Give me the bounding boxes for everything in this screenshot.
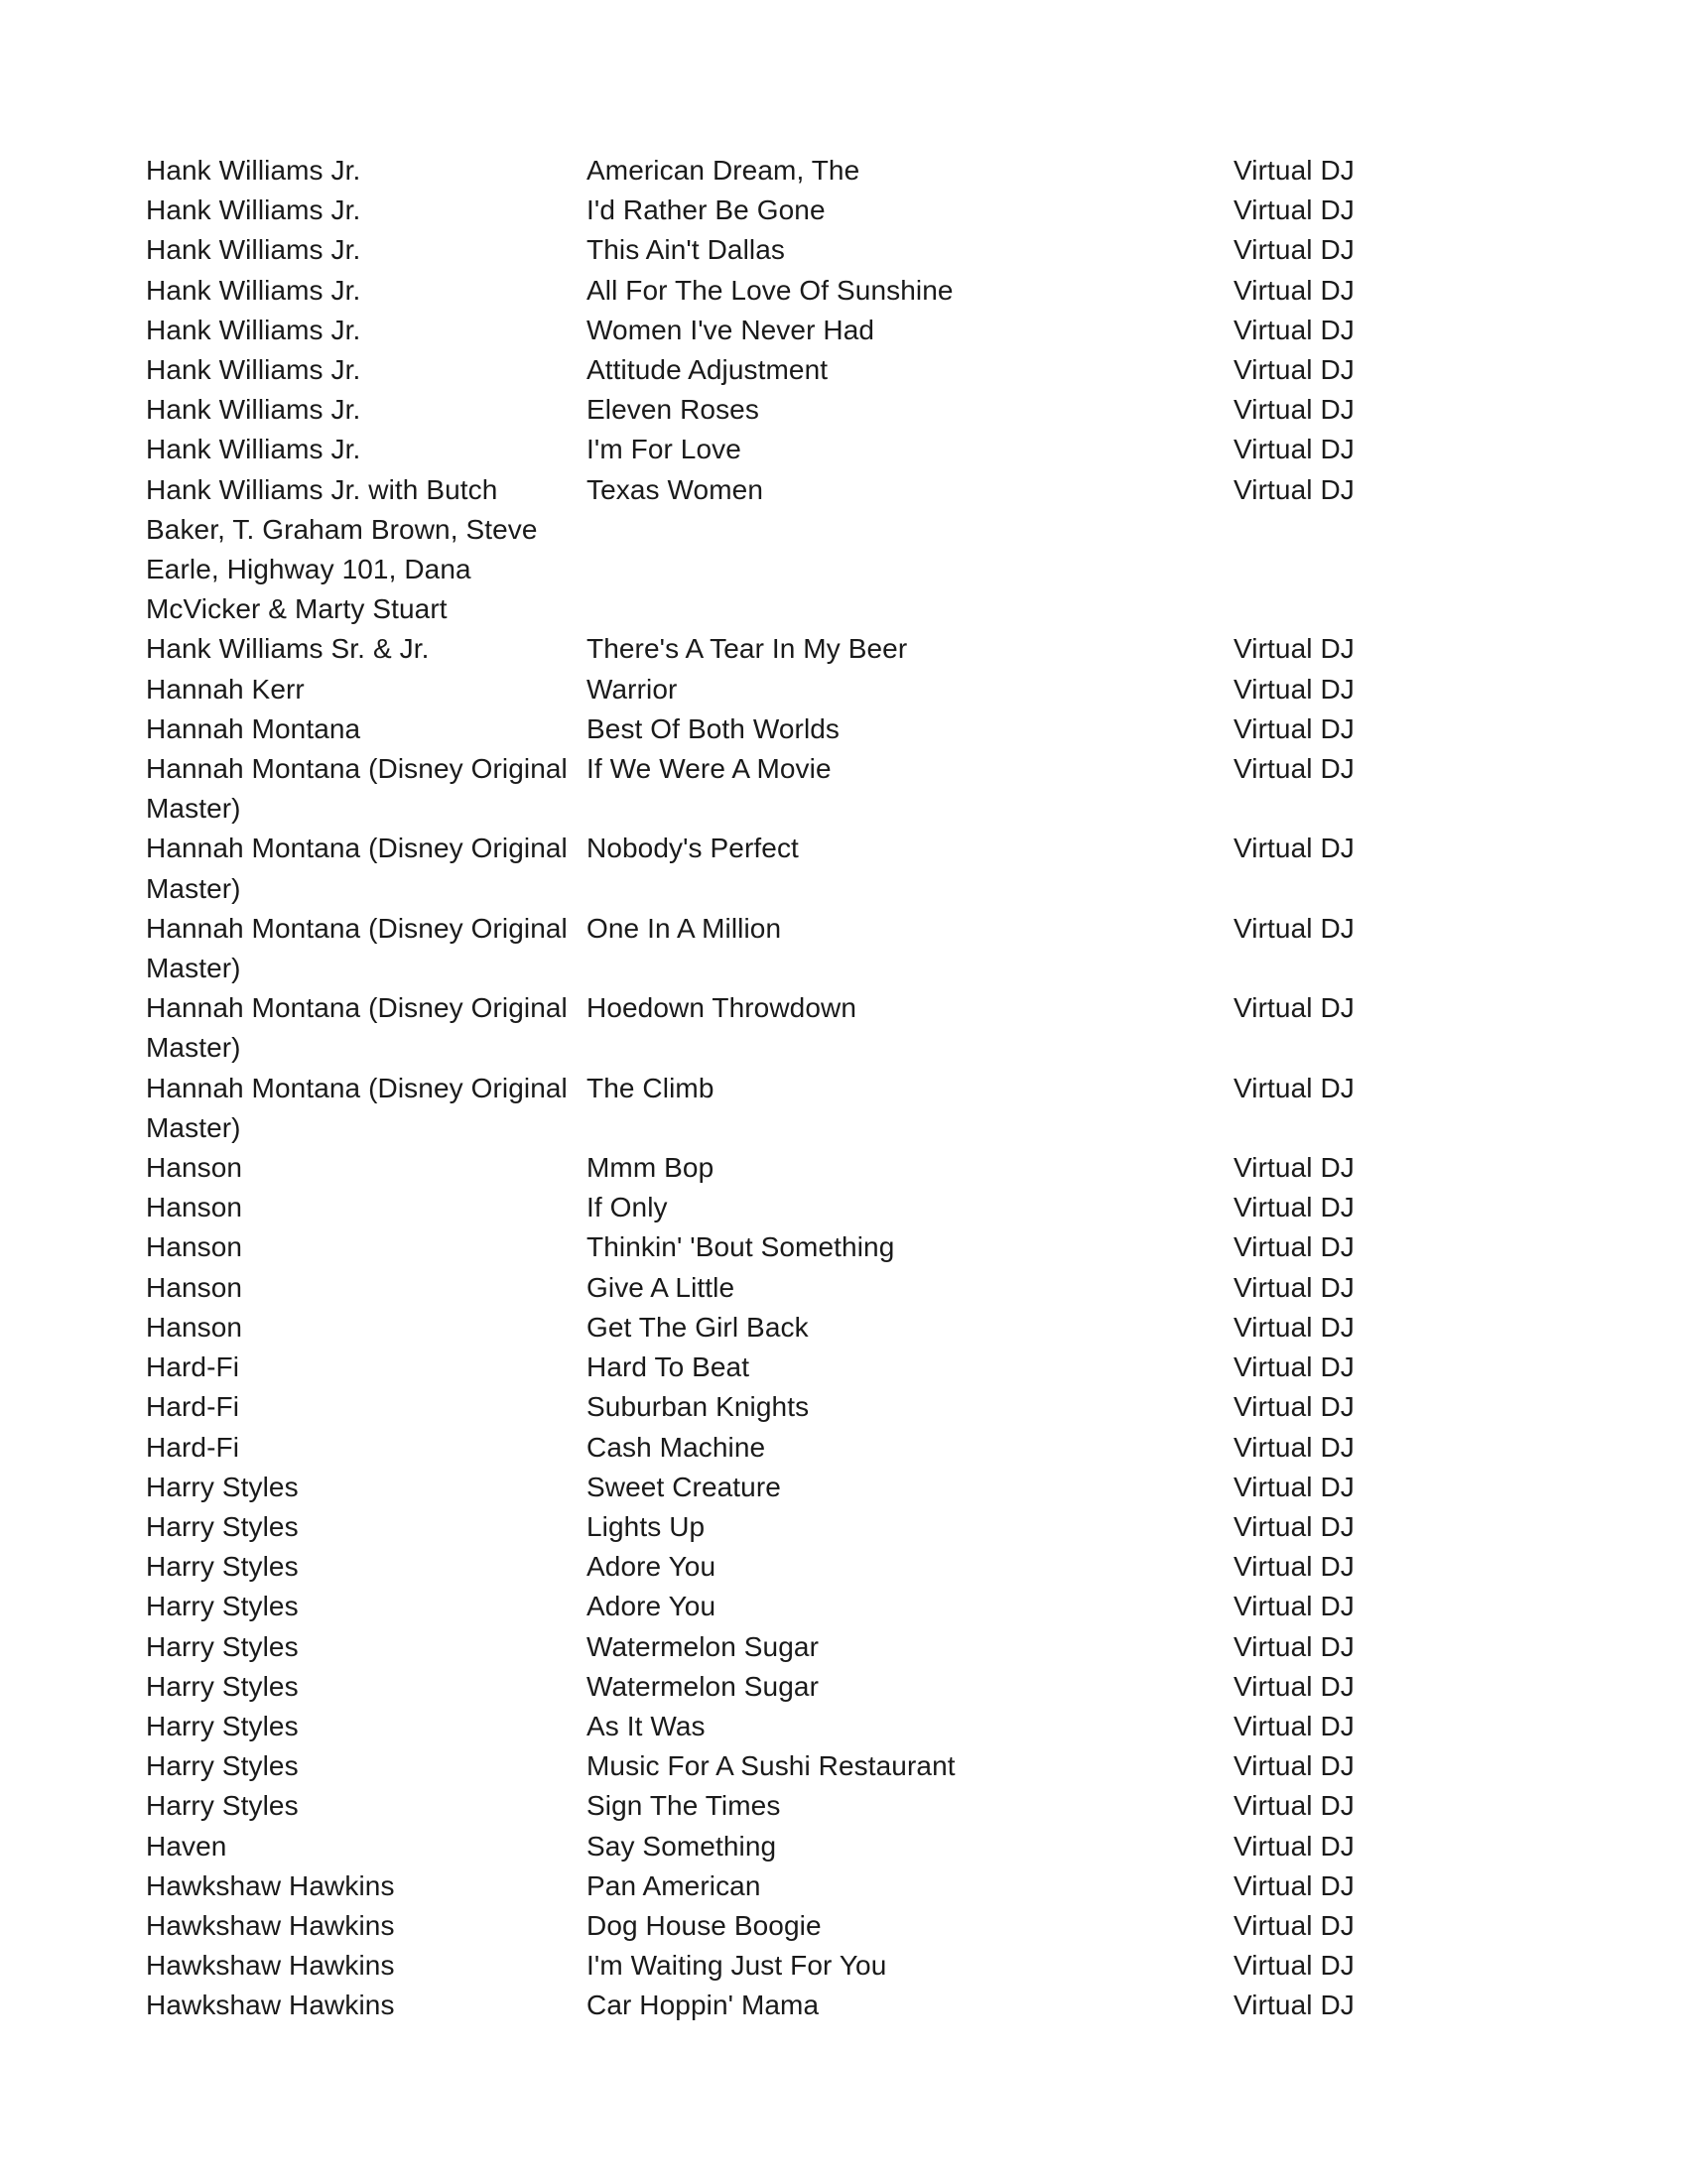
source-cell: Virtual DJ [1233,633,1355,665]
song-title-cell: Get The Girl Back [586,1311,809,1343]
artist-cell: Hank Williams Sr. & Jr. [146,633,430,665]
source-cell: Virtual DJ [1233,1471,1355,1502]
artist-cell: Harry Styles [146,1710,299,1741]
source-cell: Virtual DJ [1233,1192,1355,1223]
song-title-cell: Best Of Both Worlds [586,712,841,744]
song-title-cell: Say Something [586,1830,777,1862]
song-title-cell: I'm For Love [586,434,741,465]
source-cell: Virtual DJ [1233,1909,1355,1941]
artist-cell: Hawkshaw Hawkins [146,1869,395,1901]
song-title-cell: American Dream, The [586,155,860,186]
song-title-cell: Texas Women [586,473,763,505]
artist-cell: Hanson [146,1231,243,1263]
song-title-cell: The Climb [586,1072,714,1103]
table-row [146,1627,1376,1667]
song-title-cell: Adore You [586,1551,716,1583]
artist-cell: Hawkshaw Hawkins [146,1909,395,1941]
table-row [146,709,1376,749]
table-row [146,670,1376,709]
table-row [146,1587,1376,1626]
artist-cell: Hawkshaw Hawkins [146,1950,395,1982]
source-cell: Virtual DJ [1233,234,1355,266]
artist-cell: Hank Williams Jr. [146,434,361,465]
artist-cell: Hannah Montana [146,712,361,744]
source-cell: Virtual DJ [1233,833,1355,864]
source-cell: Virtual DJ [1233,1391,1355,1423]
source-cell: Virtual DJ [1233,394,1355,426]
song-title-cell: One In A Million [586,912,782,944]
source-cell: Virtual DJ [1233,1152,1355,1184]
artist-cell: Hannah Montana (Disney Original Master) [146,992,568,1064]
table-row [146,1308,1376,1348]
artist-cell: Harry Styles [146,1750,299,1782]
artist-cell: Hannah Montana (Disney Original Master) [146,1072,568,1143]
artist-cell: Harry Styles [146,1790,299,1822]
table-row [146,1507,1376,1547]
table-row [146,311,1376,350]
table-row [146,1547,1376,1587]
artist-cell: Hank Williams Jr. [146,155,361,186]
source-cell: Virtual DJ [1233,1750,1355,1782]
song-title-cell: All For The Love Of Sunshine [586,274,954,306]
song-title-cell: I'm Waiting Just For You [586,1950,887,1982]
table-row [146,271,1376,311]
source-cell: Virtual DJ [1233,1072,1355,1103]
source-cell: Virtual DJ [1233,194,1355,226]
artist-cell: Hank Williams Jr. [146,394,361,426]
source-cell: Virtual DJ [1233,1231,1355,1263]
song-title-cell: Lights Up [586,1510,706,1542]
artist-cell: Hard-Fi [146,1391,240,1423]
artist-cell: Harry Styles [146,1630,299,1662]
table-row [146,1348,1376,1387]
song-title-cell: If We Were A Movie [586,753,832,785]
artist-cell: Hanson [146,1271,243,1303]
artist-cell: Hank Williams Jr. [146,194,361,226]
song-title-cell: Cash Machine [586,1431,766,1463]
source-cell: Virtual DJ [1233,314,1355,345]
song-title-cell: I'd Rather Be Gone [586,194,826,226]
artist-cell: Hard-Fi [146,1351,240,1383]
song-title-cell: Give A Little [586,1271,735,1303]
artist-cell: Hannah Montana (Disney Original Master) [146,912,568,984]
source-cell: Virtual DJ [1233,1710,1355,1741]
source-cell: Virtual DJ [1233,753,1355,785]
artist-cell: Hannah Montana (Disney Original Master) [146,833,568,904]
song-title-cell: Music For A Sushi Restaurant [586,1750,956,1782]
song-title-cell: Warrior [586,673,678,705]
song-title-cell: Mmm Bop [586,1152,714,1184]
source-cell: Virtual DJ [1233,712,1355,744]
artist-cell: Hannah Kerr [146,673,305,705]
song-list-table [146,151,1376,2026]
source-cell: Virtual DJ [1233,1591,1355,1622]
table-row [146,1827,1376,1866]
song-title-cell: Watermelon Sugar [586,1670,819,1702]
source-cell: Virtual DJ [1233,1990,1355,2021]
table-row [146,390,1376,430]
table-row [146,1707,1376,1746]
song-title-cell: Watermelon Sugar [586,1630,819,1662]
table-row [146,1188,1376,1227]
song-title-cell: Sweet Creature [586,1471,781,1502]
table-row [146,829,1376,908]
song-title-cell: As It Was [586,1710,706,1741]
table-row [146,1986,1376,2025]
song-title-cell: There's A Tear In My Beer [586,633,908,665]
artist-cell: Hank Williams Jr. with Butch Baker, T. Graham Brown, Steve Earle, Highway 101, Dana McVicker & Marty Stuart [146,473,538,625]
source-cell: Virtual DJ [1233,1351,1355,1383]
song-title-cell: Women I've Never Had [586,314,875,345]
table-row [146,1069,1376,1148]
source-cell: Virtual DJ [1233,1630,1355,1662]
artist-cell: Harry Styles [146,1471,299,1502]
artist-cell: Hanson [146,1311,243,1343]
table-row [146,749,1376,829]
table-row [146,470,1376,630]
source-cell: Virtual DJ [1233,354,1355,386]
song-title-cell: Eleven Roses [586,394,759,426]
source-cell: Virtual DJ [1233,1311,1355,1343]
source-cell: Virtual DJ [1233,1271,1355,1303]
song-title-cell: Thinkin' 'Bout Something [586,1231,895,1263]
artist-cell: Hank Williams Jr. [146,274,361,306]
source-cell: Virtual DJ [1233,673,1355,705]
artist-cell: Hard-Fi [146,1431,240,1463]
song-title-cell: Adore You [586,1591,716,1622]
source-cell: Virtual DJ [1233,473,1355,505]
artist-cell: Hannah Montana (Disney Original Master) [146,753,568,825]
source-cell: Virtual DJ [1233,1869,1355,1901]
source-cell: Virtual DJ [1233,992,1355,1024]
table-row [146,1148,1376,1188]
source-cell: Virtual DJ [1233,1551,1355,1583]
artist-cell: Harry Styles [146,1551,299,1583]
table-row [146,1946,1376,1986]
song-title-cell: Sign The Times [586,1790,781,1822]
artist-cell: Harry Styles [146,1510,299,1542]
song-title-cell: Dog House Boogie [586,1909,822,1941]
table-row [146,1786,1376,1826]
artist-cell: Hank Williams Jr. [146,234,361,266]
source-cell: Virtual DJ [1233,1431,1355,1463]
song-title-cell: Hard To Beat [586,1351,750,1383]
song-title-cell: Nobody's Perfect [586,833,799,864]
song-title-cell: If Only [586,1192,668,1223]
table-row [146,1866,1376,1906]
song-title-cell: Hoedown Throwdown [586,992,857,1024]
table-row [146,151,1376,191]
table-row [146,430,1376,469]
table-row [146,1387,1376,1427]
table-row [146,1906,1376,1946]
artist-cell: Hank Williams Jr. [146,314,361,345]
source-cell: Virtual DJ [1233,434,1355,465]
artist-cell: Hawkshaw Hawkins [146,1990,395,2021]
table-row [146,191,1376,230]
table-row [146,1468,1376,1507]
source-cell: Virtual DJ [1233,912,1355,944]
table-row [146,1227,1376,1267]
artist-cell: Haven [146,1830,227,1862]
song-title-cell: Pan American [586,1869,761,1901]
table-row [146,230,1376,270]
source-cell: Virtual DJ [1233,155,1355,186]
table-row [146,629,1376,669]
source-cell: Virtual DJ [1233,1510,1355,1542]
table-row [146,909,1376,988]
song-title-cell: This Ain't Dallas [586,234,786,266]
artist-cell: Hanson [146,1152,243,1184]
song-title-cell: Suburban Knights [586,1391,810,1423]
table-row [146,1667,1376,1707]
source-cell: Virtual DJ [1233,274,1355,306]
table-row [146,1428,1376,1468]
source-cell: Virtual DJ [1233,1950,1355,1982]
artist-cell: Hank Williams Jr. [146,354,361,386]
artist-cell: Harry Styles [146,1591,299,1622]
table-row [146,350,1376,390]
source-cell: Virtual DJ [1233,1670,1355,1702]
table-row [146,1268,1376,1308]
artist-cell: Hanson [146,1192,243,1223]
song-title-cell: Attitude Adjustment [586,354,829,386]
source-cell: Virtual DJ [1233,1790,1355,1822]
artist-cell: Harry Styles [146,1670,299,1702]
table-row [146,988,1376,1068]
song-title-cell: Car Hoppin' Mama [586,1990,820,2021]
source-cell: Virtual DJ [1233,1830,1355,1862]
table-row [146,1746,1376,1786]
